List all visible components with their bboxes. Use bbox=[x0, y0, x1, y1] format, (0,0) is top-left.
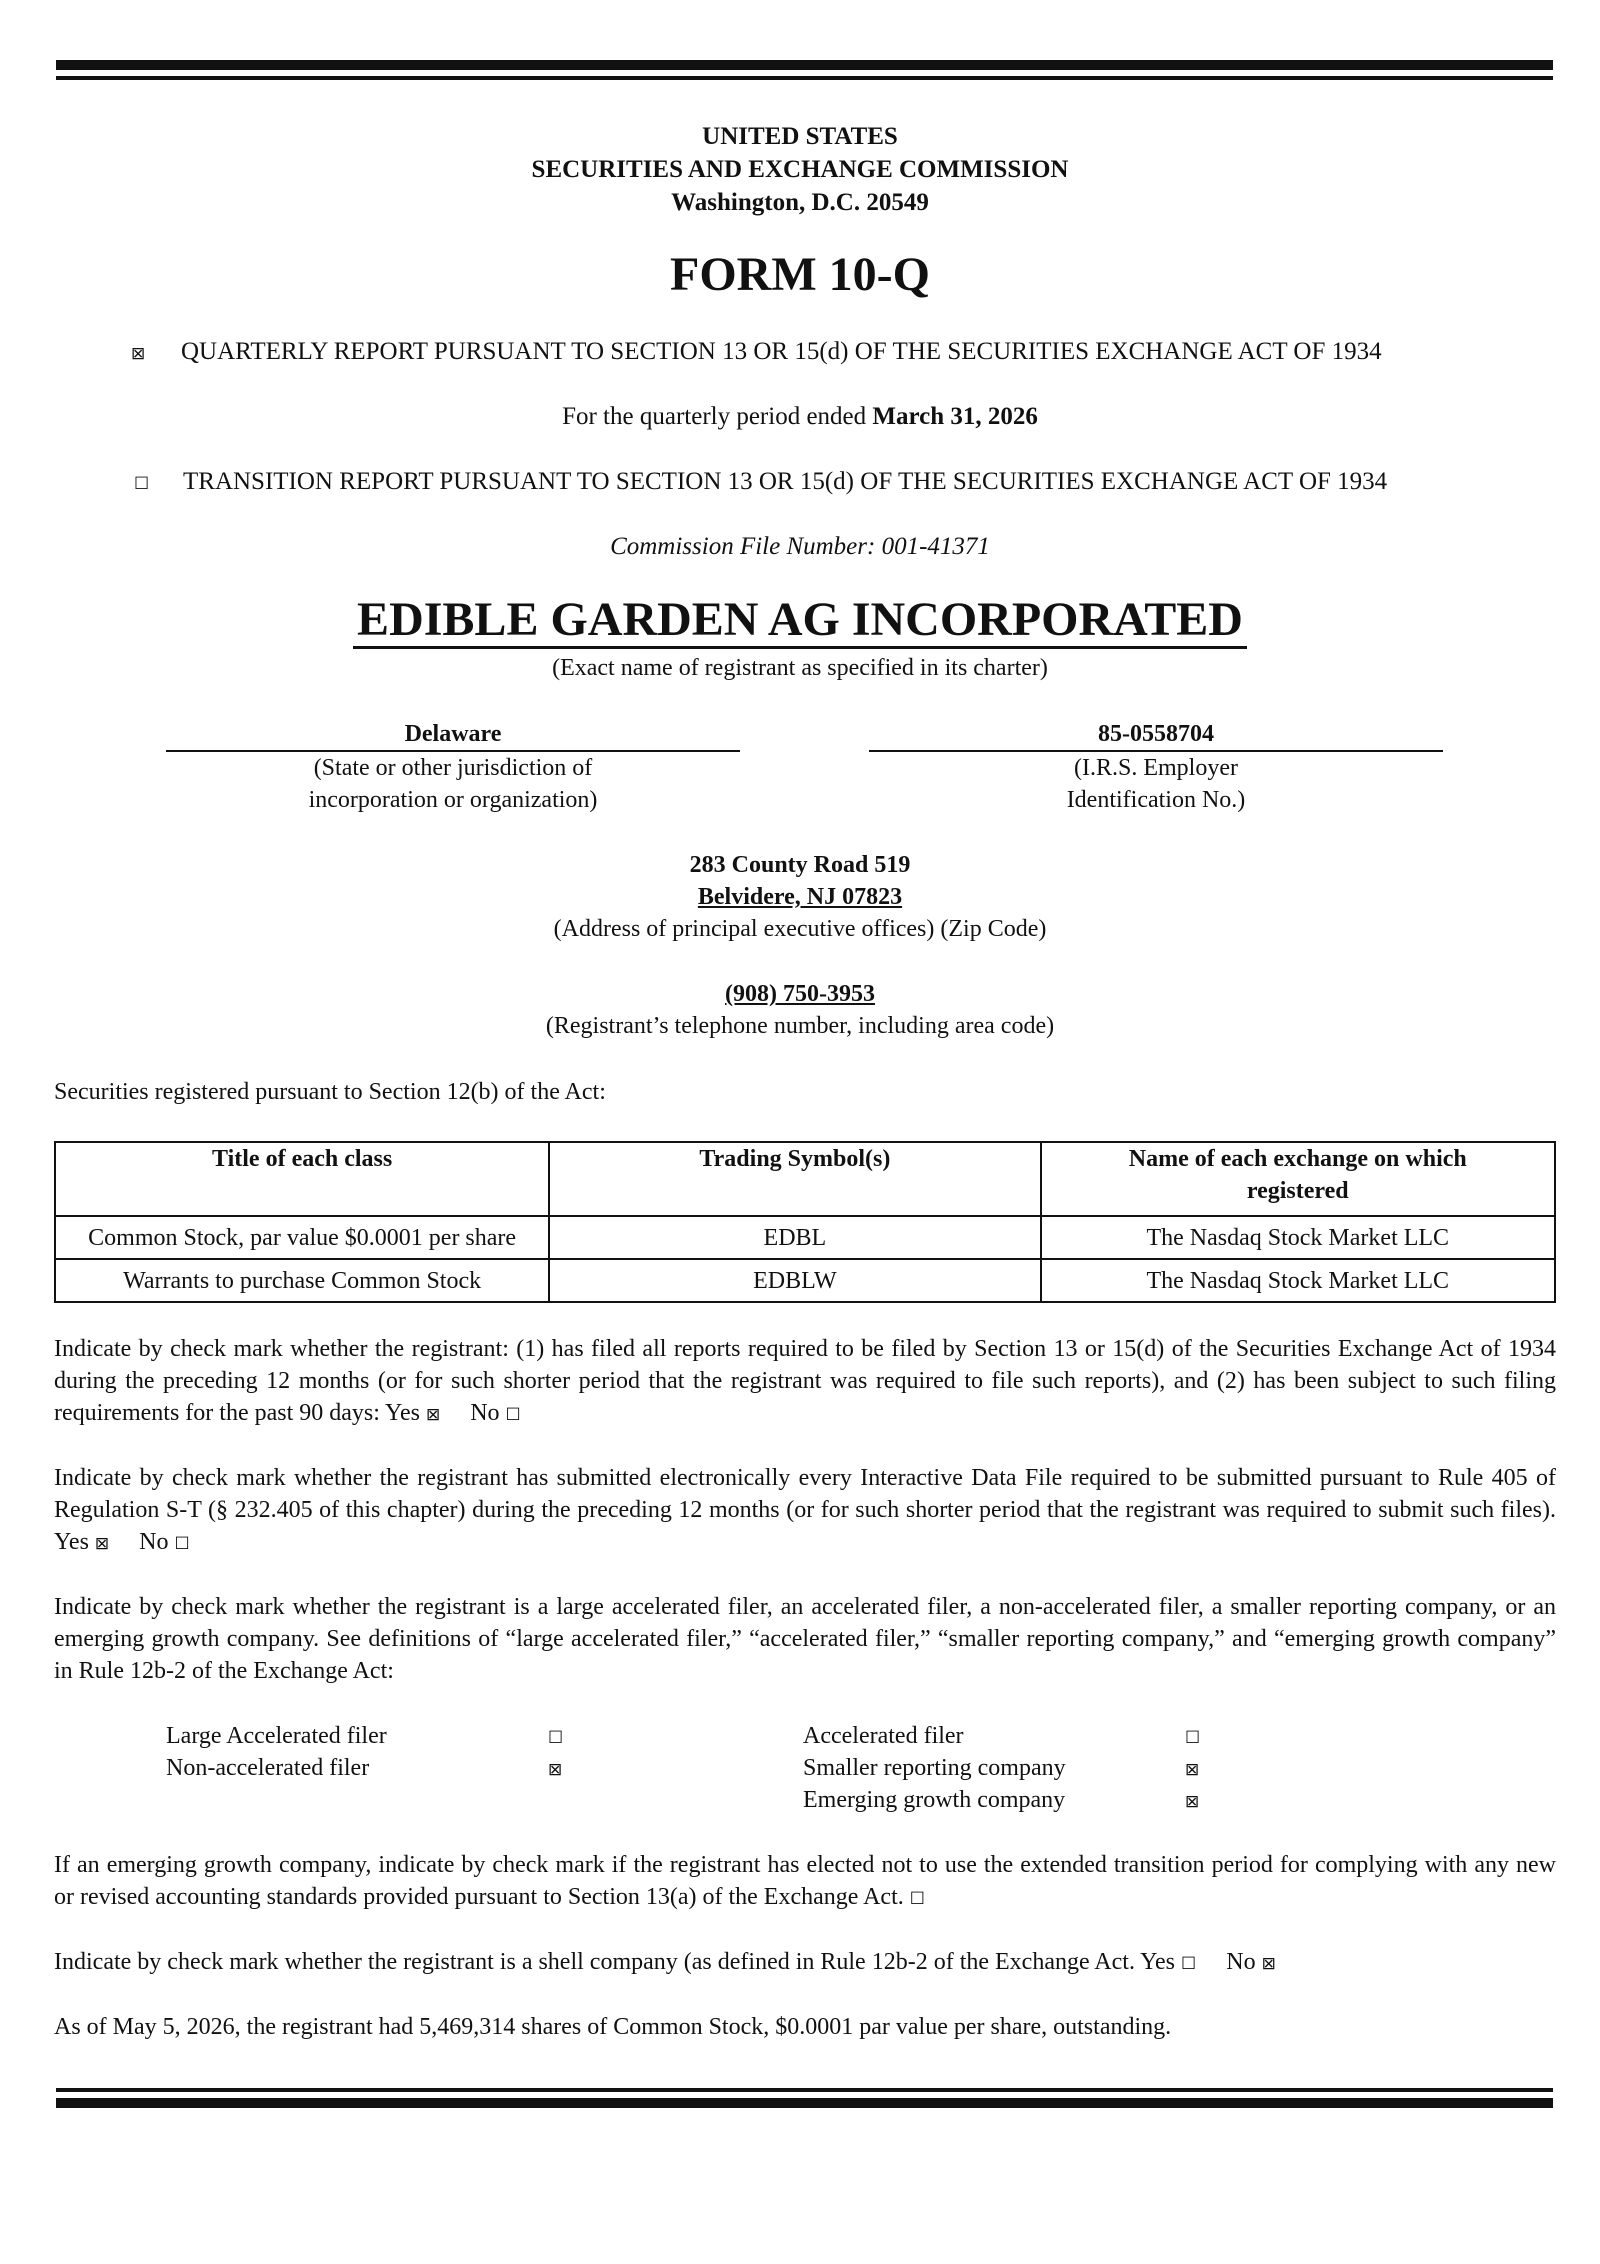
state-caption-2: incorporation or organization) bbox=[308, 787, 598, 813]
shell-company-text: Indicate by check mark whether the registrant is a shell company (as defined in Rule 12b-2 of the Exchange Act. Yes bbox=[54, 1949, 1175, 1975]
non-accelerated-checkbox: ⊠ bbox=[548, 1760, 563, 1780]
header-agency: SECURITIES AND EXCHANGE COMMISSION bbox=[531, 156, 1069, 183]
ein-caption-1: (I.R.S. Employer bbox=[1074, 755, 1238, 781]
period-date: March 31, 2026 bbox=[872, 403, 1038, 430]
bottom-rule-thick bbox=[56, 2098, 1553, 2108]
bottom-rule-thin bbox=[56, 2088, 1553, 2092]
address-line-2: Belvidere, NJ 07823 bbox=[697, 884, 903, 910]
accelerated-label: Accelerated filer bbox=[803, 1723, 964, 1749]
table-row bbox=[55, 1216, 1555, 1259]
exchange-name: The Nasdaq Stock Market LLC bbox=[1041, 1216, 1555, 1259]
filed-reports-no-label: No bbox=[470, 1400, 500, 1426]
filer-status-text: Indicate by check mark whether the registrant is a large accelerated filer, an accelerated filer, a non-accelerated filer, a smaller reporting company, or an emerging growth company. See definitions of “large accelerated filer,” “accelerated filer,” “smaller reporting company,” and “emerging growth company” in Rule 12b-2 of the Exchange Act: bbox=[54, 1594, 1556, 1684]
quarterly-report-checkbox: ⊠ bbox=[131, 344, 146, 364]
address-line-1: 283 County Road 519 bbox=[689, 852, 911, 878]
phone-caption: (Registrant’s telephone number, including area code) bbox=[545, 1013, 1055, 1039]
registrant-name-caption: (Exact name of registrant as specified in its charter) bbox=[552, 655, 1048, 681]
security-title: Warrants to purchase Common Stock bbox=[55, 1259, 549, 1302]
transition-period-box: ☐ bbox=[909, 1889, 925, 1909]
top-rule-thick bbox=[56, 60, 1553, 70]
shell-company-question bbox=[54, 1946, 1556, 1980]
state-of-incorporation: Delaware bbox=[404, 721, 502, 747]
trading-symbol: EDBL bbox=[549, 1216, 1040, 1259]
filed-reports-question bbox=[54, 1333, 1556, 1431]
filed-reports-yes-box: ⊠ bbox=[425, 1405, 441, 1425]
header-exchange-name: Name of each exchange on which registered bbox=[1041, 1142, 1555, 1216]
smaller-reporting-checkbox: ⊠ bbox=[1185, 1760, 1200, 1780]
interactive-data-question bbox=[54, 1462, 1556, 1560]
address-caption: (Address of principal executive offices) (Zip Code) bbox=[553, 916, 1047, 942]
emerging-growth-checkbox: ⊠ bbox=[1185, 1792, 1200, 1812]
securities-table-header bbox=[55, 1142, 1555, 1216]
form-title: FORM 10-Q bbox=[670, 248, 930, 301]
accelerated-checkbox: ☐ bbox=[1185, 1728, 1201, 1748]
securities-intro: Securities registered pursuant to Section 12(b) of the Act: bbox=[54, 1079, 606, 1105]
securities-table bbox=[54, 1141, 1556, 1303]
security-title: Common Stock, par value $0.0001 per share bbox=[55, 1216, 549, 1259]
registrant-phone: (908) 750-3953 bbox=[725, 981, 875, 1007]
large-accelerated-label: Large Accelerated filer bbox=[166, 1723, 387, 1749]
exchange-name: The Nasdaq Stock Market LLC bbox=[1041, 1259, 1555, 1302]
emerging-growth-label: Emerging growth company bbox=[803, 1787, 1066, 1813]
phone-wrap bbox=[0, 978, 1600, 1010]
transition-period-question bbox=[54, 1849, 1556, 1915]
interactive-data-no-box: ☐ bbox=[174, 1534, 190, 1554]
period-line bbox=[0, 400, 1600, 433]
header-city: Washington, D.C. 20549 bbox=[671, 189, 929, 216]
shell-company-yes-box: ☐ bbox=[1181, 1954, 1197, 1974]
address-line-2-wrap bbox=[0, 881, 1600, 913]
ein-caption-2: Identification No.) bbox=[1066, 787, 1246, 813]
irs-employer-id: 85-0558704 bbox=[1098, 721, 1214, 747]
trading-symbol: EDBLW bbox=[549, 1259, 1040, 1302]
transition-report-label: TRANSITION REPORT PURSUANT TO SECTION 13 OR 15(d) OF THE SECURITIES EXCHANGE ACT OF 1934 bbox=[183, 468, 1388, 495]
header-title-of-class: Title of each class bbox=[55, 1142, 549, 1216]
transition-report-checkbox: ☐ bbox=[134, 474, 150, 494]
interactive-data-no-label: No bbox=[139, 1529, 169, 1555]
shell-company-no-box: ⊠ bbox=[1261, 1954, 1276, 1974]
registrant-name: EDIBLE GARDEN AG INCORPORATED bbox=[353, 593, 1247, 649]
transition-period-text: If an emerging growth company, indicate by check mark if the registrant has elected not to use the extended transition period for complying with any new or revised accounting standards provided pursuant to Section 13(a) of the Exchange Act. bbox=[54, 1852, 1556, 1910]
state-caption-1: (State or other jurisdiction of bbox=[313, 755, 593, 781]
quarterly-report-label: QUARTERLY REPORT PURSUANT TO SECTION 13 OR 15(d) OF THE SECURITIES EXCHANGE ACT OF 1934 bbox=[181, 338, 1382, 365]
header-country: UNITED STATES bbox=[702, 123, 898, 150]
filer-status-question bbox=[54, 1591, 1556, 1687]
header-trading-symbol: Trading Symbol(s) bbox=[549, 1142, 1040, 1216]
shell-company-no-label: No bbox=[1226, 1949, 1256, 1975]
non-accelerated-label: Non-accelerated filer bbox=[166, 1755, 370, 1781]
period-prefix: For the quarterly period ended bbox=[562, 403, 867, 430]
table-row bbox=[55, 1259, 1555, 1302]
registrant-name-wrap bbox=[0, 592, 1600, 648]
large-accelerated-checkbox: ☐ bbox=[548, 1728, 564, 1748]
shares-outstanding: As of May 5, 2026, the registrant had 5,469,314 shares of Common Stock, $0.0001 par value per share, outstanding. bbox=[54, 2014, 1172, 2040]
top-rule-thin bbox=[56, 76, 1553, 80]
commission-file-number: Commission File Number: 001-41371 bbox=[610, 533, 990, 560]
interactive-data-yes-box: ⊠ bbox=[94, 1534, 110, 1554]
filed-reports-no-box: ☐ bbox=[505, 1405, 521, 1425]
interactive-data-text: Indicate by check mark whether the registrant has submitted electronically every Interactive Data File required to be submitted pursuant to Rule 405 of Regulation S-T (§ 232.405 of this chapter) during the preceding 12 months (or for such shorter period that the registrant was required to submit such files). Yes bbox=[54, 1465, 1556, 1555]
filed-reports-text: Indicate by check mark whether the registrant: (1) has filed all reports required to be filed by Section 13 or 15(d) of the Securities Exchange Act of 1934 during the preceding 12 months (or for such shorter period that the registrant was required to file such reports), and (2) has been subject to such filing requirements for the past 90 days: Yes bbox=[54, 1336, 1556, 1426]
smaller-reporting-label: Smaller reporting company bbox=[803, 1755, 1066, 1781]
